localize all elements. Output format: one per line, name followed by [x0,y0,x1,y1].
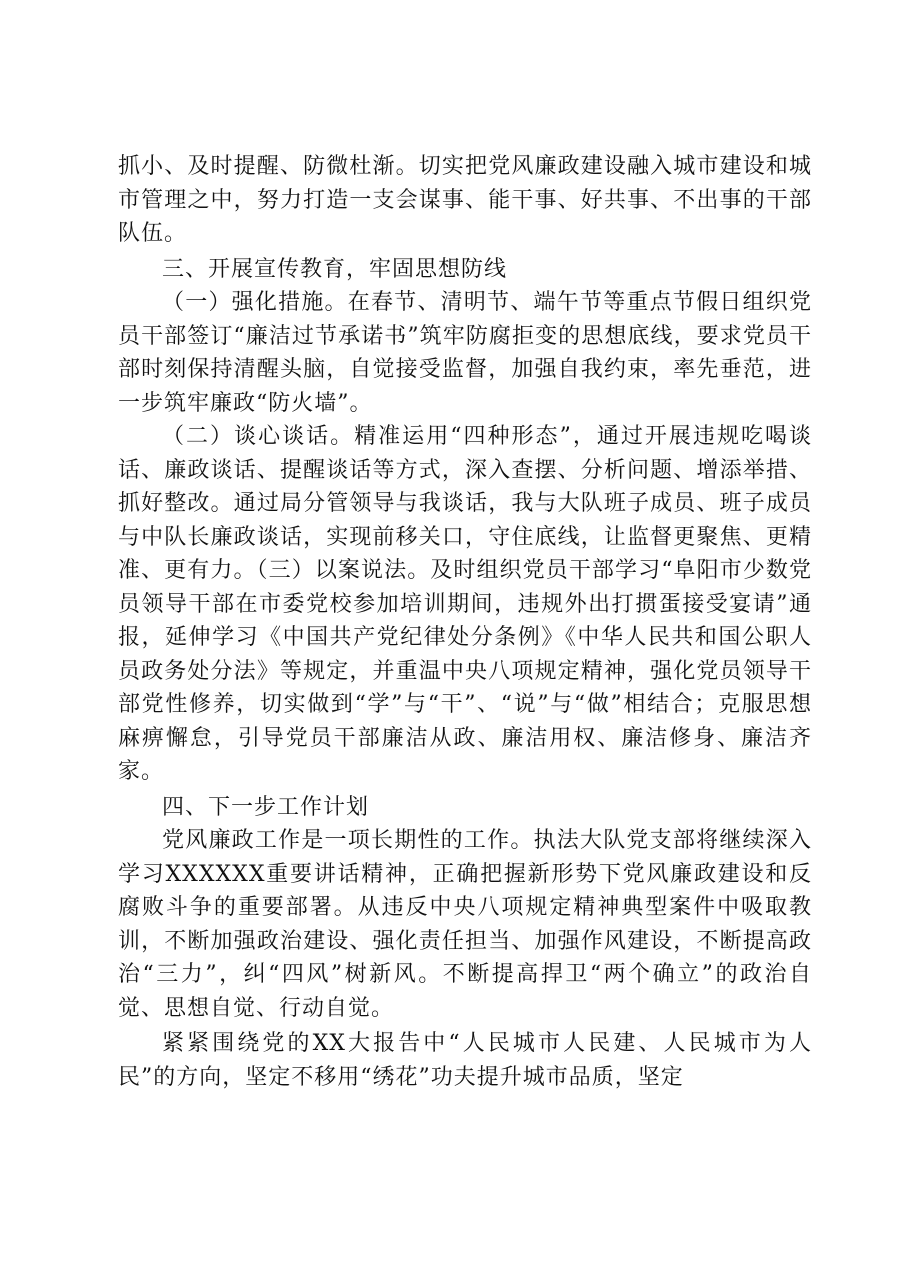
paragraph-city: 紧紧围绕党的XX大报告中“人民城市人民建、人民城市为人民”的方向，坚定不移用“绣花”功夫提升城市品质，坚定 [118,1031,812,1090]
paragraph-continuation: 抓小、及时提醒、防微杜渐。切实把党风廉政建设融入城市建设和城市管理之中，努力打造一支会谋事、能干事、好共事、不出事的干部队伍。 [118,154,812,246]
paragraph-measures: （一）强化措施。在春节、清明节、端午节等重点节假日组织党员干部签订“廉洁过节承诺书”筑牢防腐拒变的思想底线，要求党员干部时刻保持清醒头脑，自觉接受监督，加强自我约束，率先垂范，进一步筑牢廉政“防火墙”。 [118,290,812,416]
document-body [118,150,812,1094]
section-heading-4: 四、下一步工作计划 [162,794,370,820]
paragraph-plan: 党风廉政工作是一项长期性的工作。执法大队党支部将继续深入学习XXXXXX重要讲话精神，正确把握新形势下党风廉政建设和反腐败斗争的重要部署。从违反中央八项规定精神典型案件中吸取教训，不断加强政治建设、强化责任担当、加强作风建设，不断提高政治“三力”，纠“四风”树新风。不断提高捍卫“两个确立”的政治自觉、思想自觉、行动自觉。 [118,828,812,1021]
paragraph-talks: （二）谈心谈话。精准运用“四种形态”，通过开展违规吃喝谈话、廉政谈话、提醒谈话等方式，深入查摆、分析问题、增添举措、抓好整改。通过局分管领导与我谈话，我与大队班子成员、班子成员与中队长廉政谈话，实现前移关口，守住底线，让监督更聚焦、更精准、更有力。（三）以案说法。及时组织党员干部学习“阜阳市少数党员领导干部在市委党校参加培训期间，违规外出打掼蛋接受宴请”通报，延伸学习《中国共产党纪律处分条例》《中华人民共和国公职人员政务处分法》等规定，并重温中央八项规定精神，强化党员领导干部党性修养，切实做到“学”与“干”、“说”与“做”相结合；克服思想麻痹懈怠，引导党员干部廉洁从政、廉洁用权、廉洁修身、廉洁齐家。 [118,424,812,784]
section-heading-3: 三、开展宣传教育，牢固思想防线 [162,256,508,282]
